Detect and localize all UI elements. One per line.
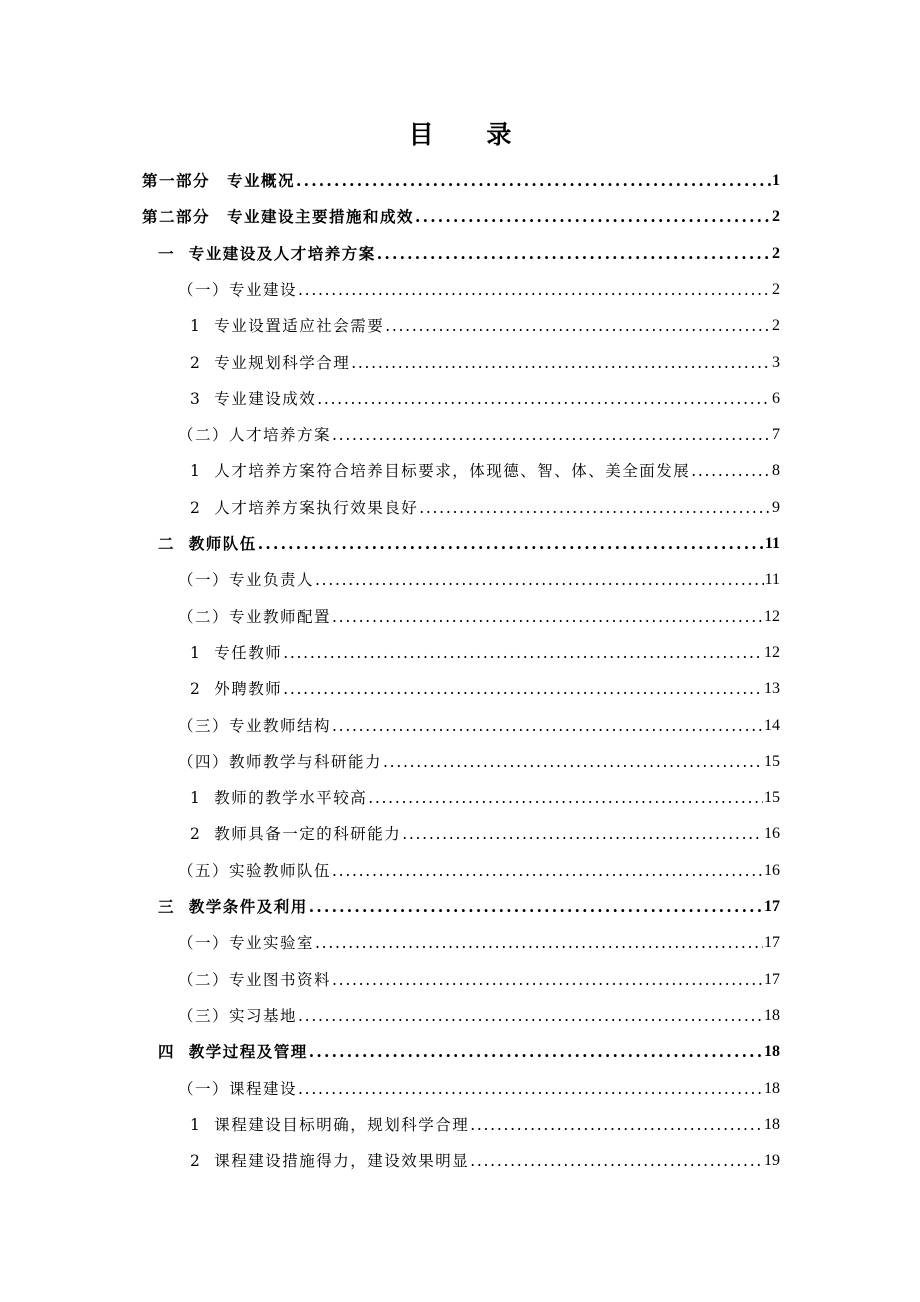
toc-entry[interactable]	[178, 275, 780, 301]
dot-leader	[296, 170, 771, 192]
page-title: 目 录	[408, 120, 534, 149]
toc-page-number: 15	[764, 753, 780, 770]
toc-entry[interactable]	[158, 892, 780, 918]
toc-entry[interactable]	[190, 819, 780, 845]
dot-leader	[315, 932, 763, 954]
dot-leader	[470, 1114, 763, 1136]
toc-entry[interactable]	[178, 965, 780, 991]
toc-entry[interactable]	[178, 565, 780, 591]
toc-entry-label: 2 人才培养方案执行效果良好	[190, 499, 419, 517]
toc-entry[interactable]	[158, 529, 780, 555]
toc-entry-label: （五）实验教师队伍	[178, 862, 332, 880]
toc-entry-label: （二）专业图书资料	[178, 971, 332, 989]
toc-entry-label: 二 教师队伍	[158, 534, 257, 553]
dot-leader	[298, 279, 771, 301]
toc-page-number: 11	[764, 535, 780, 552]
toc-entry-label: 2 课程建设措施得力，建设效果明显	[190, 1152, 470, 1170]
toc-page-number: 11	[764, 571, 780, 588]
toc-entry[interactable]	[178, 1001, 780, 1027]
toc-page-number: 8	[772, 462, 780, 479]
toc-entry[interactable]	[142, 166, 780, 192]
dot-leader	[332, 424, 771, 446]
toc-entry[interactable]	[190, 638, 780, 664]
toc-page-number: 17	[764, 898, 780, 915]
toc-page-number: 2	[772, 245, 780, 262]
dot-leader	[298, 1005, 763, 1027]
toc-entry[interactable]	[178, 420, 780, 446]
dot-leader	[385, 315, 771, 337]
dot-leader	[691, 460, 771, 482]
toc-page-number: 17	[764, 934, 780, 951]
toc-entry-label: 2 教师具备一定的科研能力	[190, 825, 402, 843]
toc-entry[interactable]	[178, 602, 780, 628]
toc-page-number: 12	[764, 608, 780, 625]
dot-leader	[402, 823, 763, 845]
toc-entry-label: 2 专业规划科学合理	[190, 354, 351, 372]
toc-page-number: 9	[772, 499, 780, 516]
dot-leader	[309, 1041, 763, 1063]
toc-entry-label: 1 教师的教学水平较高	[190, 789, 368, 807]
toc-entry-label: （一）专业建设	[178, 281, 298, 299]
toc-page-number: 19	[764, 1152, 780, 1169]
dot-leader	[377, 243, 771, 265]
dot-leader	[332, 606, 763, 628]
toc-entry-label: 2 外聘教师	[190, 680, 283, 698]
dot-leader	[332, 860, 763, 882]
toc-page-number: 16	[764, 862, 780, 879]
toc-entry-label: 第一部分 专业概况	[142, 171, 296, 190]
dot-leader	[315, 569, 764, 591]
toc-entry-label: 一 专业建设及人才培养方案	[158, 244, 376, 263]
toc-page-number: 7	[772, 426, 780, 443]
toc-page-number: 12	[764, 644, 780, 661]
toc-page-number: 13	[764, 680, 780, 697]
dot-leader	[317, 388, 771, 410]
toc-entry[interactable]	[190, 783, 780, 809]
dot-leader	[332, 969, 763, 991]
toc-entry-label: （一）专业实验室	[178, 934, 315, 952]
dot-leader	[419, 497, 771, 519]
toc-entry[interactable]	[158, 1037, 780, 1063]
toc-entry[interactable]	[190, 384, 780, 410]
toc-entry-label: 1 课程建设目标明确，规划科学合理	[190, 1116, 470, 1134]
toc-page-number: 18	[764, 1116, 780, 1133]
toc-entry-label: （一）专业负责人	[178, 571, 315, 589]
toc-entry[interactable]	[190, 456, 780, 482]
toc-entry[interactable]	[190, 348, 780, 374]
toc-entry[interactable]	[190, 311, 780, 337]
dot-leader	[283, 678, 763, 700]
dot-leader	[332, 715, 763, 737]
toc-entry[interactable]	[190, 1110, 780, 1136]
dot-leader	[309, 896, 763, 918]
toc-entry-label: （三）实习基地	[178, 1007, 298, 1025]
toc-entry-label: 3 专业建设成效	[190, 390, 317, 408]
toc-entry-label: 三 教学条件及利用	[158, 897, 308, 916]
dot-leader	[383, 751, 763, 773]
toc-page-number: 15	[764, 789, 780, 806]
toc-page-number: 17	[764, 971, 780, 988]
dot-leader	[351, 352, 771, 374]
toc-entry[interactable]	[178, 747, 780, 773]
toc-page-number: 3	[772, 354, 780, 371]
toc-entry-label: 1 人才培养方案符合培养目标要求，体现德、智、体、美全面发展	[190, 462, 691, 480]
toc-page-number: 2	[772, 208, 780, 225]
dot-leader	[283, 642, 763, 664]
toc-page-number: 1	[772, 172, 780, 189]
toc-entry-label: （三）专业教师结构	[178, 717, 332, 735]
dot-leader	[298, 1078, 763, 1100]
toc-entry-label: 第二部分 专业建设主要措施和成效	[142, 207, 415, 226]
toc-entry-label: （二）人才培养方案	[178, 426, 332, 444]
toc-page-number: 14	[764, 717, 780, 734]
toc-entry[interactable]	[190, 493, 780, 519]
dot-leader	[470, 1150, 763, 1172]
toc-page-number: 18	[764, 1007, 780, 1024]
toc-page-number: 2	[772, 317, 780, 334]
toc-entry[interactable]	[178, 711, 780, 737]
toc-entry[interactable]	[158, 239, 780, 265]
toc-entry[interactable]	[190, 674, 780, 700]
toc-entry[interactable]	[178, 856, 780, 882]
toc-entry-label: 1 专业设置适应社会需要	[190, 317, 385, 335]
toc-entry-label: （一）课程建设	[178, 1080, 298, 1098]
toc-entry[interactable]	[190, 1146, 780, 1172]
toc-page-number: 18	[764, 1043, 780, 1060]
toc-entry-label: 1 专任教师	[190, 644, 283, 662]
toc-page-number: 16	[764, 825, 780, 842]
toc-page-number: 18	[764, 1080, 780, 1097]
dot-leader	[368, 787, 763, 809]
toc-page-number: 2	[772, 281, 780, 298]
toc-entry[interactable]	[142, 202, 780, 228]
dot-leader	[415, 206, 771, 228]
toc-entry[interactable]	[178, 1074, 780, 1100]
toc-entry-label: （四）教师教学与科研能力	[178, 753, 383, 771]
toc-entry-label: 四 教学过程及管理	[158, 1042, 308, 1061]
toc-entry[interactable]	[178, 928, 780, 954]
dot-leader	[258, 533, 764, 555]
toc-page-number: 6	[772, 390, 780, 407]
toc-entry-label: （二）专业教师配置	[178, 608, 332, 626]
